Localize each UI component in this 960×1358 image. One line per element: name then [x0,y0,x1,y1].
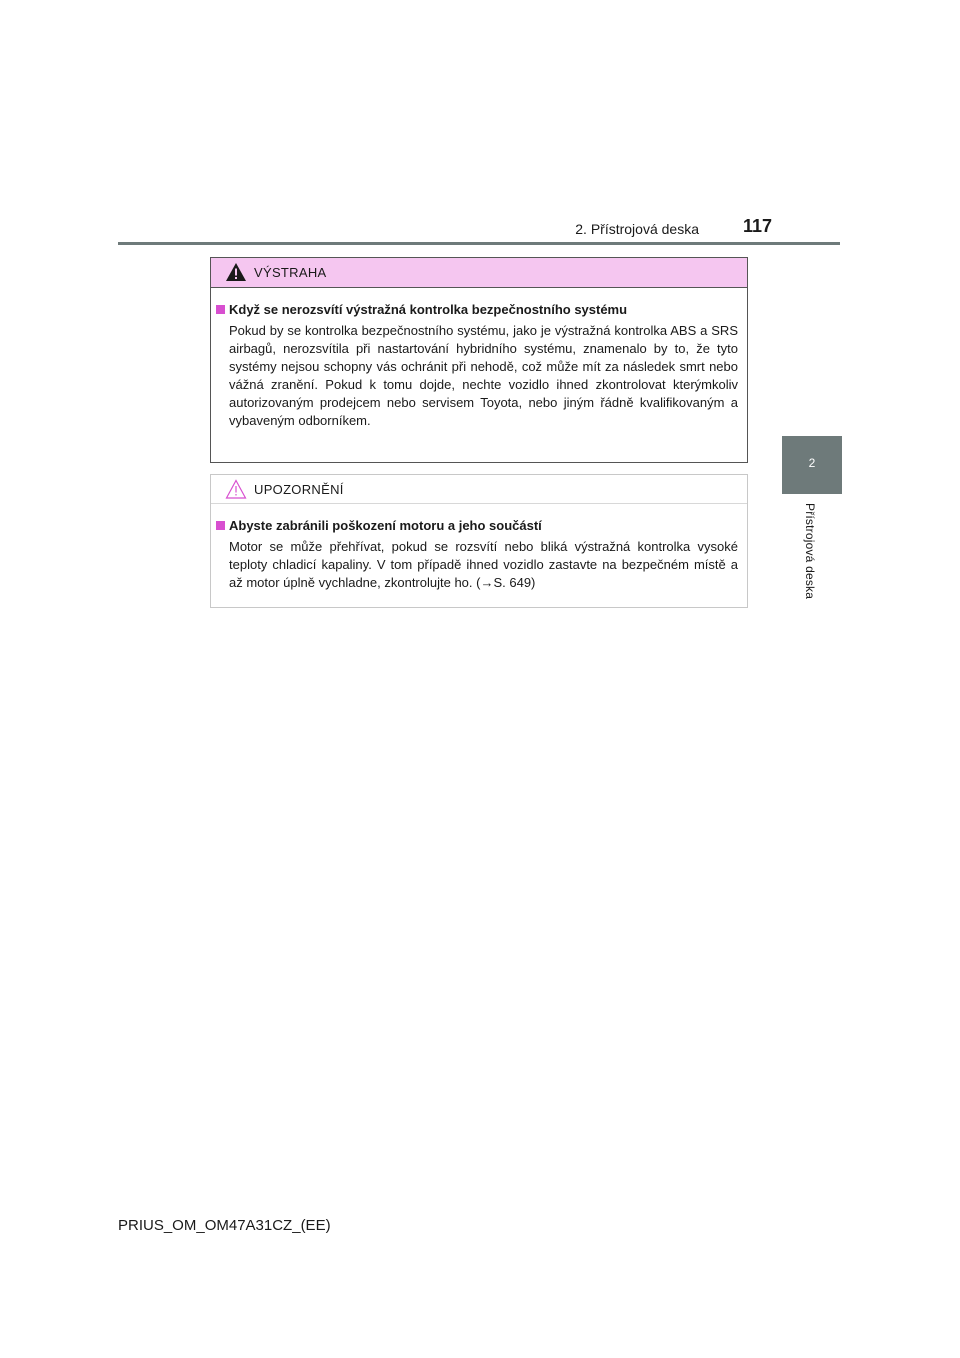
caution-title: UPOZORNĚNÍ [254,482,344,497]
warning-triangle-icon [225,262,247,282]
section-title: 2. Přístrojová deska [575,221,699,237]
warning-item-title [216,301,738,318]
caution-box-header [211,475,747,504]
bullet-square-icon [216,305,225,314]
caution-item-text: Motor se může přehřívat, pokud se rozsvítí nebo bliká výstražná kontrolka vysoké teploty chladicí kapaliny. V tom případě ihned vozidlo zastavte na bezpečném místě a až motor úplně vychladne, zkontrolujte ho. (→S. 649) [229,539,738,590]
page-number: 117 [742,216,772,236]
chapter-tab [782,436,842,494]
page-header [118,213,840,245]
document-id: PRIUS_OM_OM47A31CZ_(EE) [118,1217,331,1234]
warning-body [211,288,747,430]
warning-item-title-text: Když se nerozsvítí výstražná kontrolka bezpečnostního systému [229,302,628,317]
chapter-label: Přístrojová deska [803,503,817,600]
caution-triangle-icon [225,479,247,499]
header-rule [118,242,840,245]
warning-box [210,257,748,463]
warning-item-text: Pokud by se kontrolka bezpečnostního systému, jako je výstražná kontrolka ABS a SRS airbagů, nerozsvítila při nastartování hybridního systému, znamenalo by to, že tyto systémy nejsou schopny vás ochránit při nehodě, což může mít za následek smrt nebo vážná zranění. Pokud k tomu dojde, nechte vozidlo ihned zkontrolovat kterýmkoliv autorizovaným prodejcem nebo servisem Toyota, nebo jiným řádně kvalifikovaným a vybaveným odborníkem. [229,323,738,428]
caution-box [210,474,748,608]
caution-body [211,504,747,592]
caution-item-title [216,517,738,534]
warning-title: VÝSTRAHA [254,265,327,280]
caution-item-title-text: Abyste zabránili poškození motoru a jeho součástí [229,518,542,533]
chapter-number: 2 [808,456,816,470]
warning-box-header [211,258,747,288]
bullet-square-icon [216,521,225,530]
